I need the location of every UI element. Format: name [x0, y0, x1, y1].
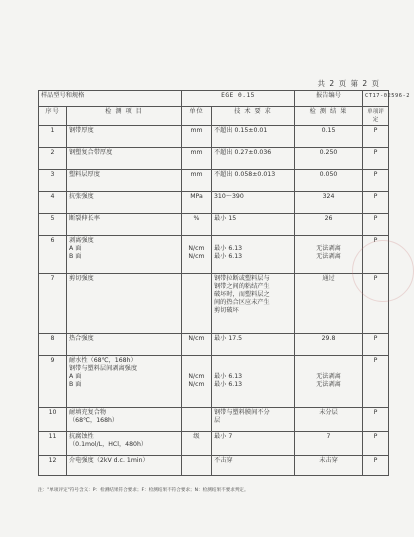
row-item-line: 钢带与塑料层间剥离强度 — [69, 365, 138, 372]
row-result-line — [297, 357, 360, 365]
row-item — [67, 334, 182, 356]
row-judgement: P — [363, 334, 389, 356]
report-label: 报告编号 — [295, 91, 363, 107]
row-result-line: 29.8 — [321, 335, 336, 342]
table-row — [39, 236, 389, 274]
row-requirement-line: 最小 6.13 — [214, 253, 243, 260]
row-unit-line: mm — [190, 127, 203, 134]
row-judgement: P — [363, 170, 389, 192]
row-number: 8 — [39, 334, 67, 356]
row-requirement — [212, 126, 295, 148]
row-item — [67, 274, 182, 334]
row-number: 11 — [39, 432, 67, 456]
row-unit-line — [184, 409, 209, 417]
row-unit — [182, 334, 212, 356]
table-row — [39, 274, 389, 334]
row-requirement-line: 剪切破坏 — [214, 307, 239, 314]
row-item — [67, 148, 182, 170]
row-judgement: P — [363, 236, 389, 274]
row-requirement-line: 不击穿 — [214, 457, 233, 464]
row-item — [67, 236, 182, 274]
row-requirement — [212, 334, 295, 356]
row-result-line: 0.15 — [321, 127, 336, 134]
row-item-line: A 面 — [69, 373, 82, 380]
row-unit — [182, 408, 212, 432]
table-row — [39, 192, 389, 214]
row-number: 5 — [39, 214, 67, 236]
row-item — [67, 356, 182, 408]
page-indicator: 共 2 页 第 2 页 — [317, 79, 380, 88]
row-unit-line: mm — [190, 149, 203, 156]
model-value: EGE 0.15 — [182, 91, 295, 107]
row-item-line: 耐填充复合物 — [69, 409, 107, 416]
row-unit — [182, 356, 212, 408]
header-seq: 序号 — [39, 107, 67, 126]
row-item-line: 抗张强度 — [69, 193, 94, 200]
row-number: 12 — [39, 456, 67, 476]
row-requirement — [212, 432, 295, 456]
row-item-line: 热合强度 — [69, 335, 94, 342]
row-unit — [182, 274, 212, 334]
row-requirement-line: 最小 6.13 — [214, 373, 243, 380]
row-result-line: 无法剥离 — [316, 245, 341, 252]
row-item-line: A 面 — [69, 245, 82, 252]
faint-stamp — [352, 240, 414, 302]
row-item — [67, 214, 182, 236]
row-result-line: 无法剥离 — [316, 381, 341, 388]
row-result-line: 0.250 — [319, 149, 338, 156]
row-item — [67, 170, 182, 192]
row-unit — [182, 456, 212, 476]
row-number: 10 — [39, 408, 67, 432]
row-result-line: 未击穿 — [319, 457, 338, 464]
row-item-line: 钢塑复合带厚度 — [69, 149, 113, 156]
row-item-line: B 面 — [69, 381, 82, 388]
row-result — [295, 126, 363, 148]
table-row — [39, 432, 389, 456]
row-result-line: 324 — [322, 193, 335, 200]
row-requirement-line — [214, 365, 292, 373]
row-result — [295, 334, 363, 356]
row-result — [295, 408, 363, 432]
row-item — [67, 192, 182, 214]
table-row — [39, 356, 389, 408]
row-unit-line: N/cm — [188, 373, 205, 380]
row-requirement-line: 310～390 — [214, 193, 244, 200]
row-requirement-line: 钢带之间的粘结产生 — [214, 283, 270, 290]
row-result-line: 无法剥离 — [316, 373, 341, 380]
row-unit-line — [184, 365, 209, 373]
row-requirement — [212, 148, 295, 170]
row-number: 6 — [39, 236, 67, 274]
row-unit — [182, 148, 212, 170]
row-result — [295, 356, 363, 408]
row-unit-line: N/cm — [188, 381, 205, 388]
row-unit-line: mm — [190, 171, 203, 178]
row-requirement — [212, 214, 295, 236]
table-row — [39, 170, 389, 192]
row-item-line: 塑料层厚度 — [69, 171, 100, 178]
row-result — [295, 170, 363, 192]
table-row — [39, 456, 389, 476]
test-results-table — [38, 90, 410, 476]
row-requirement — [212, 408, 295, 432]
row-unit-line — [184, 457, 209, 465]
row-requirement-line — [214, 237, 292, 245]
row-number: 4 — [39, 192, 67, 214]
row-requirement-line: 最小 6.13 — [214, 381, 243, 388]
row-requirement — [212, 356, 295, 408]
row-unit — [182, 236, 212, 274]
table-row — [39, 334, 389, 356]
table-row — [39, 148, 389, 170]
row-item — [67, 126, 182, 148]
row-requirement-line: 间的热合区应未产生 — [214, 299, 270, 306]
row-unit — [182, 432, 212, 456]
row-judgement: P — [363, 148, 389, 170]
row-requirement-line: 最小 17.5 — [214, 335, 243, 342]
row-number: 2 — [39, 148, 67, 170]
row-item — [67, 456, 182, 476]
row-result-line: 0.050 — [319, 171, 338, 178]
meta-row — [39, 91, 389, 107]
row-unit — [182, 126, 212, 148]
report-value: CT17-02596-2 — [363, 91, 389, 107]
row-unit-line — [184, 275, 209, 283]
header-unit: 单位 — [182, 107, 212, 126]
row-unit-line — [184, 237, 209, 245]
row-number: 3 — [39, 170, 67, 192]
row-item-line: 剪切强度 — [69, 275, 94, 282]
row-judgement: P — [363, 126, 389, 148]
header-item: 检 测 项 目 — [67, 107, 182, 126]
row-result — [295, 432, 363, 456]
table-row — [39, 126, 389, 148]
row-result-line: 通过 — [322, 275, 335, 282]
row-requirement-line: 不超出 0.058±0.013 — [214, 171, 276, 178]
row-requirement-line: 破坏时，而塑料层之 — [214, 291, 270, 298]
footnote: 注："单项评定"符号含义：P：检测结果符合要求；F：检测结果不符合要求；N：检测结果不要求判定。 — [38, 488, 249, 493]
header-judgement: 单项评定 — [363, 107, 389, 126]
table-row — [39, 408, 389, 432]
header-requirement: 技 术 要 求 — [212, 107, 295, 126]
row-item-line: 抗腐蚀性 — [69, 433, 94, 440]
row-unit-line: N/cm — [188, 245, 205, 252]
table-row — [39, 214, 389, 236]
row-unit-line: N/cm — [188, 253, 205, 260]
row-requirement-line: 钢带拉断或塑料层与 — [214, 275, 270, 282]
row-judgement: P — [363, 274, 389, 334]
row-judgement: P — [363, 456, 389, 476]
row-item — [67, 432, 182, 456]
row-requirement — [212, 456, 295, 476]
row-judgement: P — [363, 432, 389, 456]
row-requirement-line — [214, 357, 292, 365]
row-requirement-line: 不超出 0.27±0.036 — [214, 149, 272, 156]
row-number: 9 — [39, 356, 67, 408]
row-unit — [182, 192, 212, 214]
row-result-line: 26 — [324, 215, 333, 222]
row-item-line: 剥离强度 — [69, 237, 94, 244]
row-item — [67, 408, 182, 432]
row-result-line: 未分层 — [319, 409, 338, 416]
row-unit — [182, 170, 212, 192]
row-result — [295, 192, 363, 214]
row-item-line: B 面 — [69, 253, 82, 260]
row-unit-line: MPa — [190, 193, 203, 200]
row-requirement — [212, 192, 295, 214]
row-requirement-line: 钢带与塑料膜间不分 — [214, 409, 270, 416]
row-requirement-line: 不超出 0.15±0.01 — [214, 127, 268, 134]
row-judgement: P — [363, 192, 389, 214]
row-requirement-line: 层 — [214, 417, 221, 424]
row-item-line: （0.1mol/L，HCl，480h） — [69, 441, 148, 448]
row-result-line — [297, 237, 360, 245]
row-unit-line: N/cm — [188, 335, 205, 342]
row-result — [295, 274, 363, 334]
header-result: 检 测 结 果 — [295, 107, 363, 126]
row-result — [295, 456, 363, 476]
row-unit-line: 级 — [193, 433, 200, 440]
row-requirement-line: 最小 6.13 — [214, 245, 243, 252]
row-result-line — [297, 365, 360, 373]
row-item-line: 断裂伸长率 — [69, 215, 100, 222]
row-item-line: （68℃，168h） — [69, 417, 119, 424]
row-requirement-line: 最小 7 — [214, 433, 233, 440]
row-requirement — [212, 170, 295, 192]
row-number: 1 — [39, 126, 67, 148]
row-requirement — [212, 274, 295, 334]
row-judgement: P — [363, 408, 389, 432]
row-item-line: 介电强度（2kV d.c. 1min） — [69, 457, 149, 464]
row-unit-line: % — [193, 215, 200, 222]
model-label: 样品型号和规格 — [39, 91, 182, 107]
row-requirement — [212, 236, 295, 274]
row-result — [295, 214, 363, 236]
row-item-line: 耐水性（68℃，168h） — [69, 357, 137, 364]
row-number: 7 — [39, 274, 67, 334]
row-unit — [182, 214, 212, 236]
row-result-line: 无法剥离 — [316, 253, 341, 260]
row-judgement: P — [363, 214, 389, 236]
row-result — [295, 148, 363, 170]
row-judgement: P — [363, 356, 389, 408]
header-row — [39, 107, 389, 126]
row-result-line: 7 — [326, 433, 331, 440]
row-unit-line — [184, 357, 209, 365]
row-item-line: 钢带厚度 — [69, 127, 94, 134]
row-requirement-line: 最小 15 — [214, 215, 237, 222]
